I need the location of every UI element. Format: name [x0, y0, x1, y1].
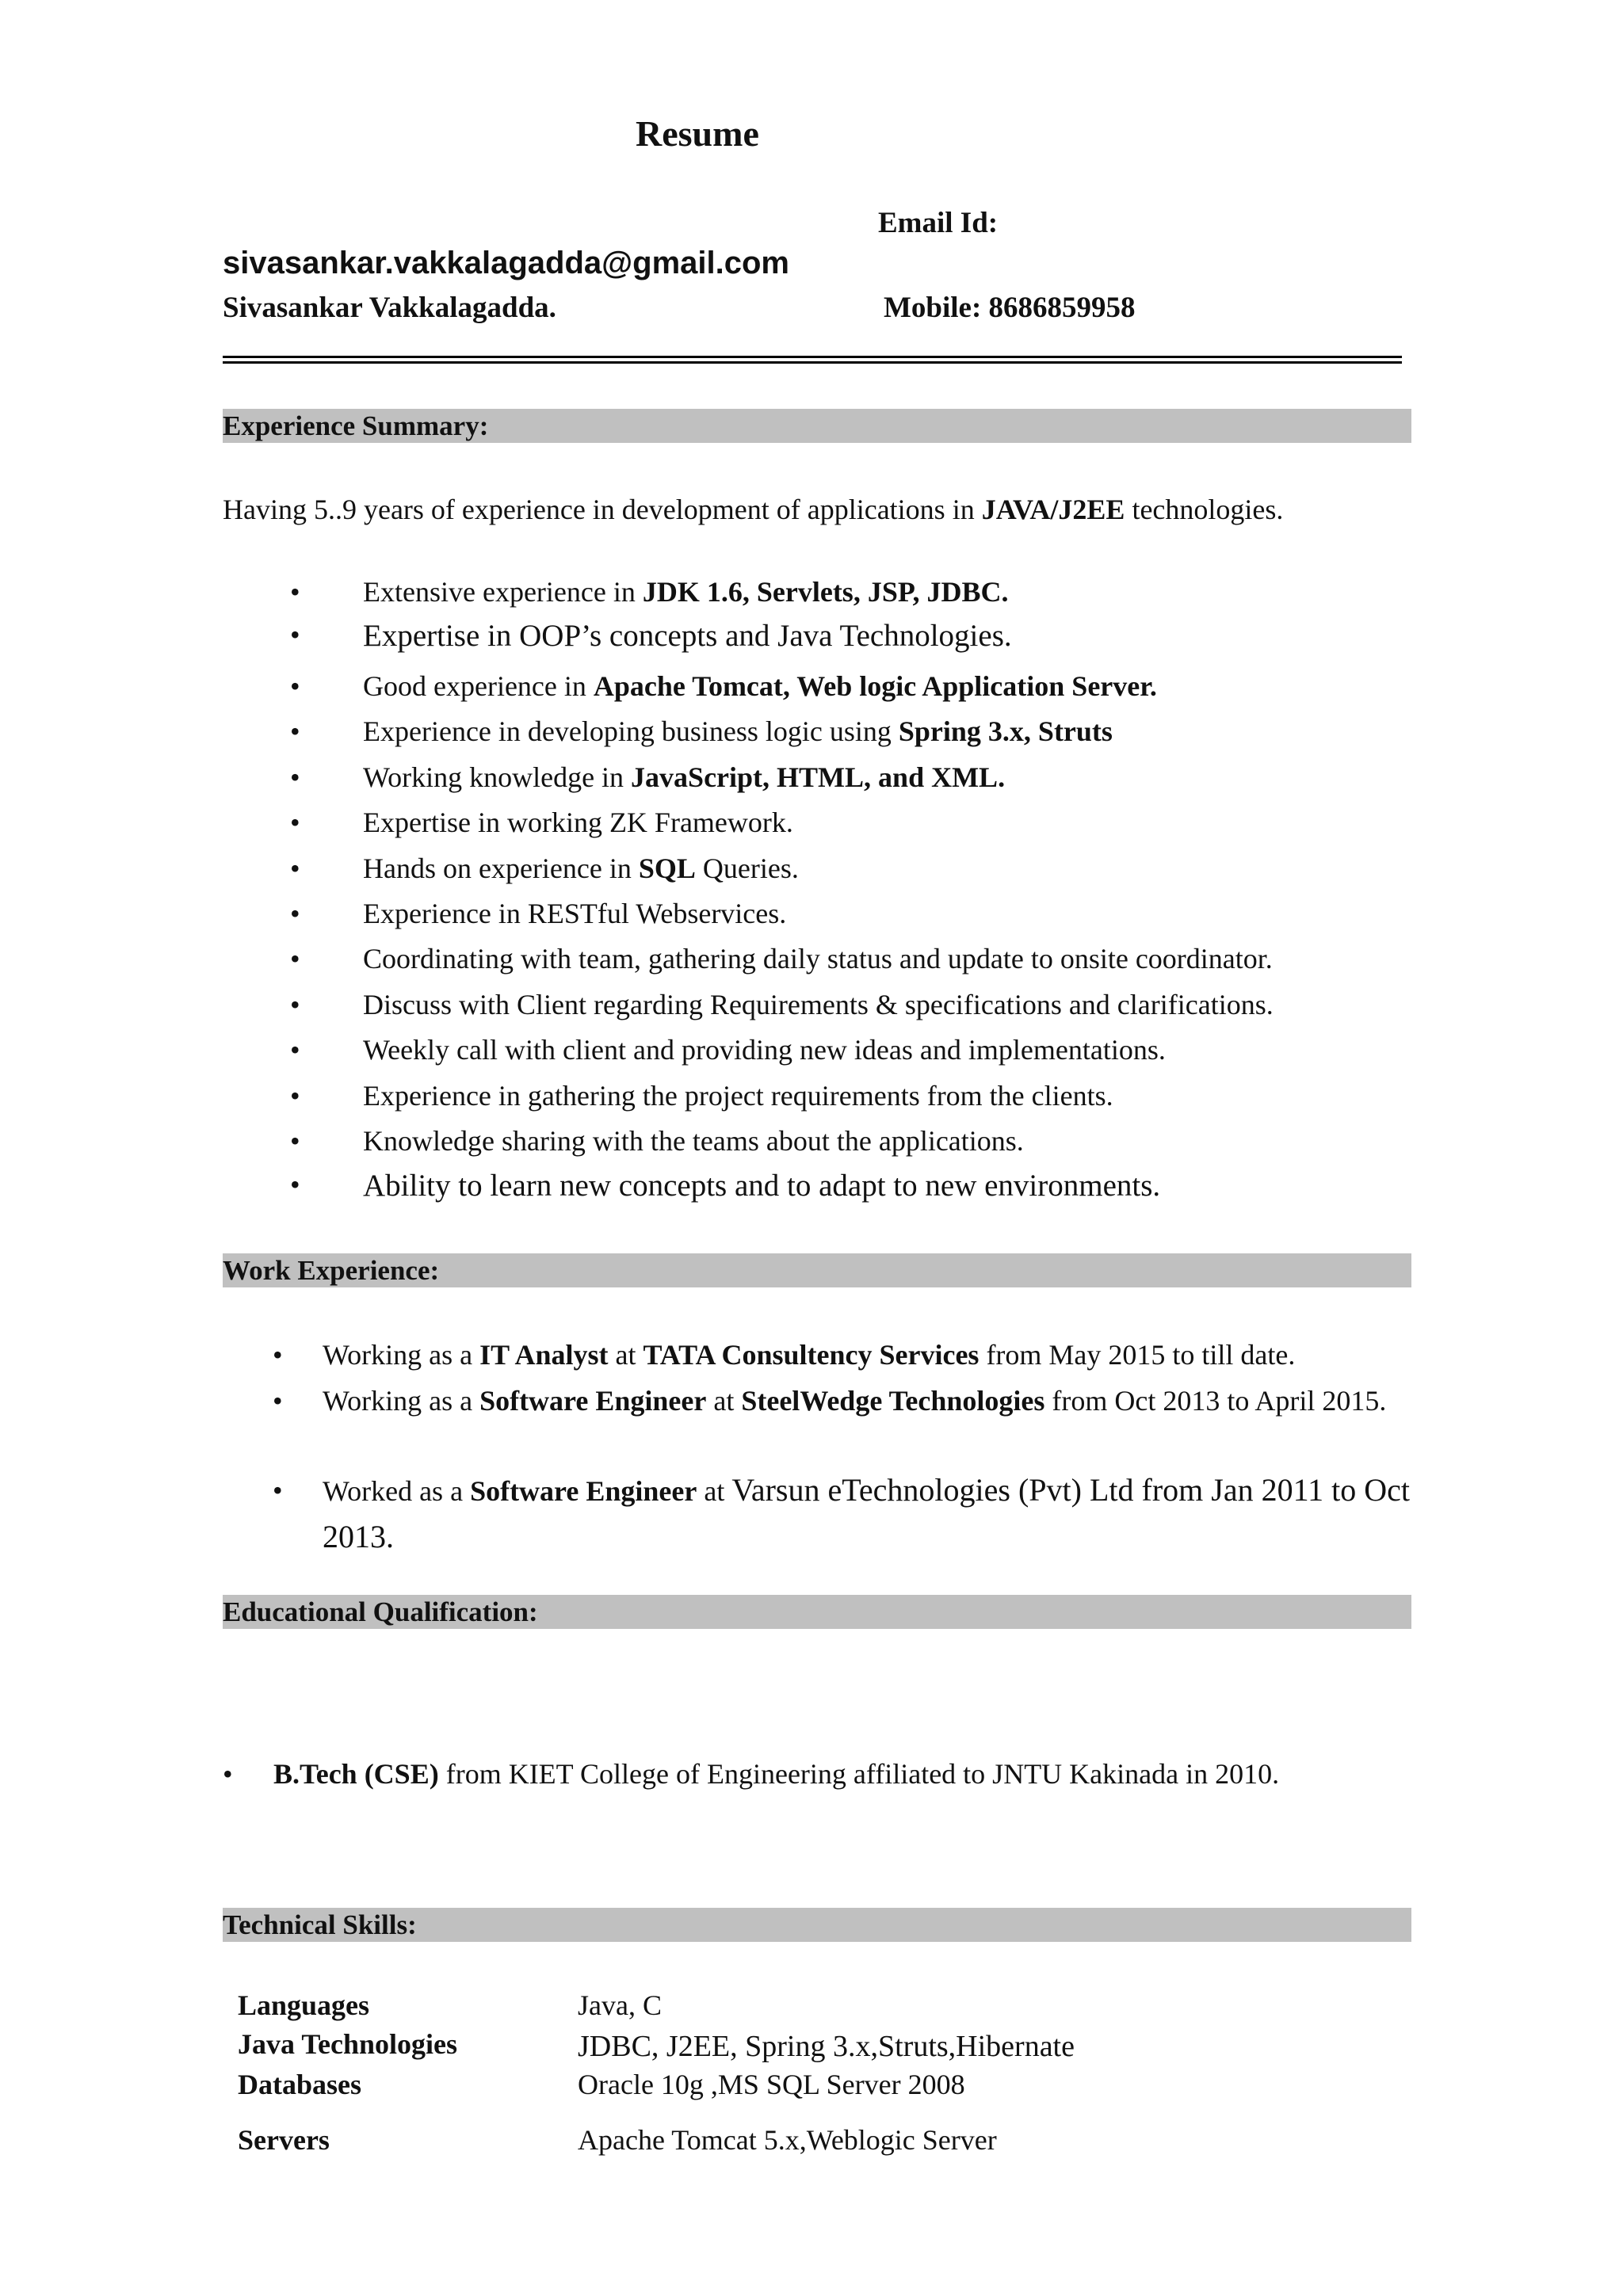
- summary-intro-end: technologies.: [1125, 494, 1284, 525]
- work-item: • Working as a Software Engineer at SteelWedge Technologies from Oct 2013 to April 2015.: [273, 1385, 1387, 1417]
- email-label: Email Id:: [878, 207, 999, 239]
- skill-value-databases: Oracle 10g ,MS SQL Server 2008: [578, 2069, 965, 2100]
- education-heading: Educational Qualification:: [223, 1596, 538, 1627]
- candidate-name: Sivasankar Vakkalagadda.: [223, 292, 556, 324]
- education-heading-bar: [223, 1595, 1411, 1629]
- header-divider-bottom: [223, 361, 1402, 364]
- experience-summary-heading: Experience Summary:: [223, 410, 489, 441]
- summary-intro-bold: JAVA/J2EE: [981, 494, 1125, 525]
- skill-value-servers: Apache Tomcat 5.x,Weblogic Server: [578, 2124, 997, 2156]
- experience-summary-heading-bar: [223, 409, 1411, 443]
- technical-skills-heading-bar: [223, 1908, 1411, 1942]
- header-divider-top: [223, 356, 1402, 358]
- email-address: sivasankar.vakkalagadda@gmail.com: [223, 246, 789, 280]
- work-item: • Worked as a Software Engineer at Varsun eTechnologies (Pvt) Ltd from Jan 2011 to Oct 2013.: [273, 1472, 1411, 1554]
- skill-value-java-technologies: JDBC, J2EE, Spring 3.x,Struts,Hibernate: [578, 2030, 1075, 2063]
- skill-value-languages: Java, C: [578, 1989, 662, 2021]
- skill-label-java-technologies: Java Technologies: [238, 2028, 458, 2060]
- mobile-number: Mobile: 8686859958: [884, 292, 1136, 324]
- degree: B.Tech (CSE): [273, 1758, 439, 1790]
- skill-label-languages: Languages: [238, 1989, 370, 2021]
- skill-label-databases: Databases: [238, 2069, 362, 2100]
- summary-intro-text: Having 5..9 years of experience in development of applications in: [223, 494, 982, 525]
- work-experience-heading: Work Experience:: [223, 1255, 440, 1286]
- work-experience-heading-bar: [223, 1253, 1411, 1287]
- degree-detail: from KIET College of Engineering affiliated to JNTU Kakinada in 2010.: [438, 1758, 1280, 1790]
- summary-intro: [223, 493, 1283, 526]
- resume-title: Resume: [636, 113, 759, 154]
- skill-label-servers: Servers: [238, 2124, 330, 2156]
- technical-skills-heading: Technical Skills:: [223, 1909, 417, 1940]
- work-item: • Working as a IT Analyst at TATA Consultency Services from May 2015 to till date.: [273, 1339, 1296, 1371]
